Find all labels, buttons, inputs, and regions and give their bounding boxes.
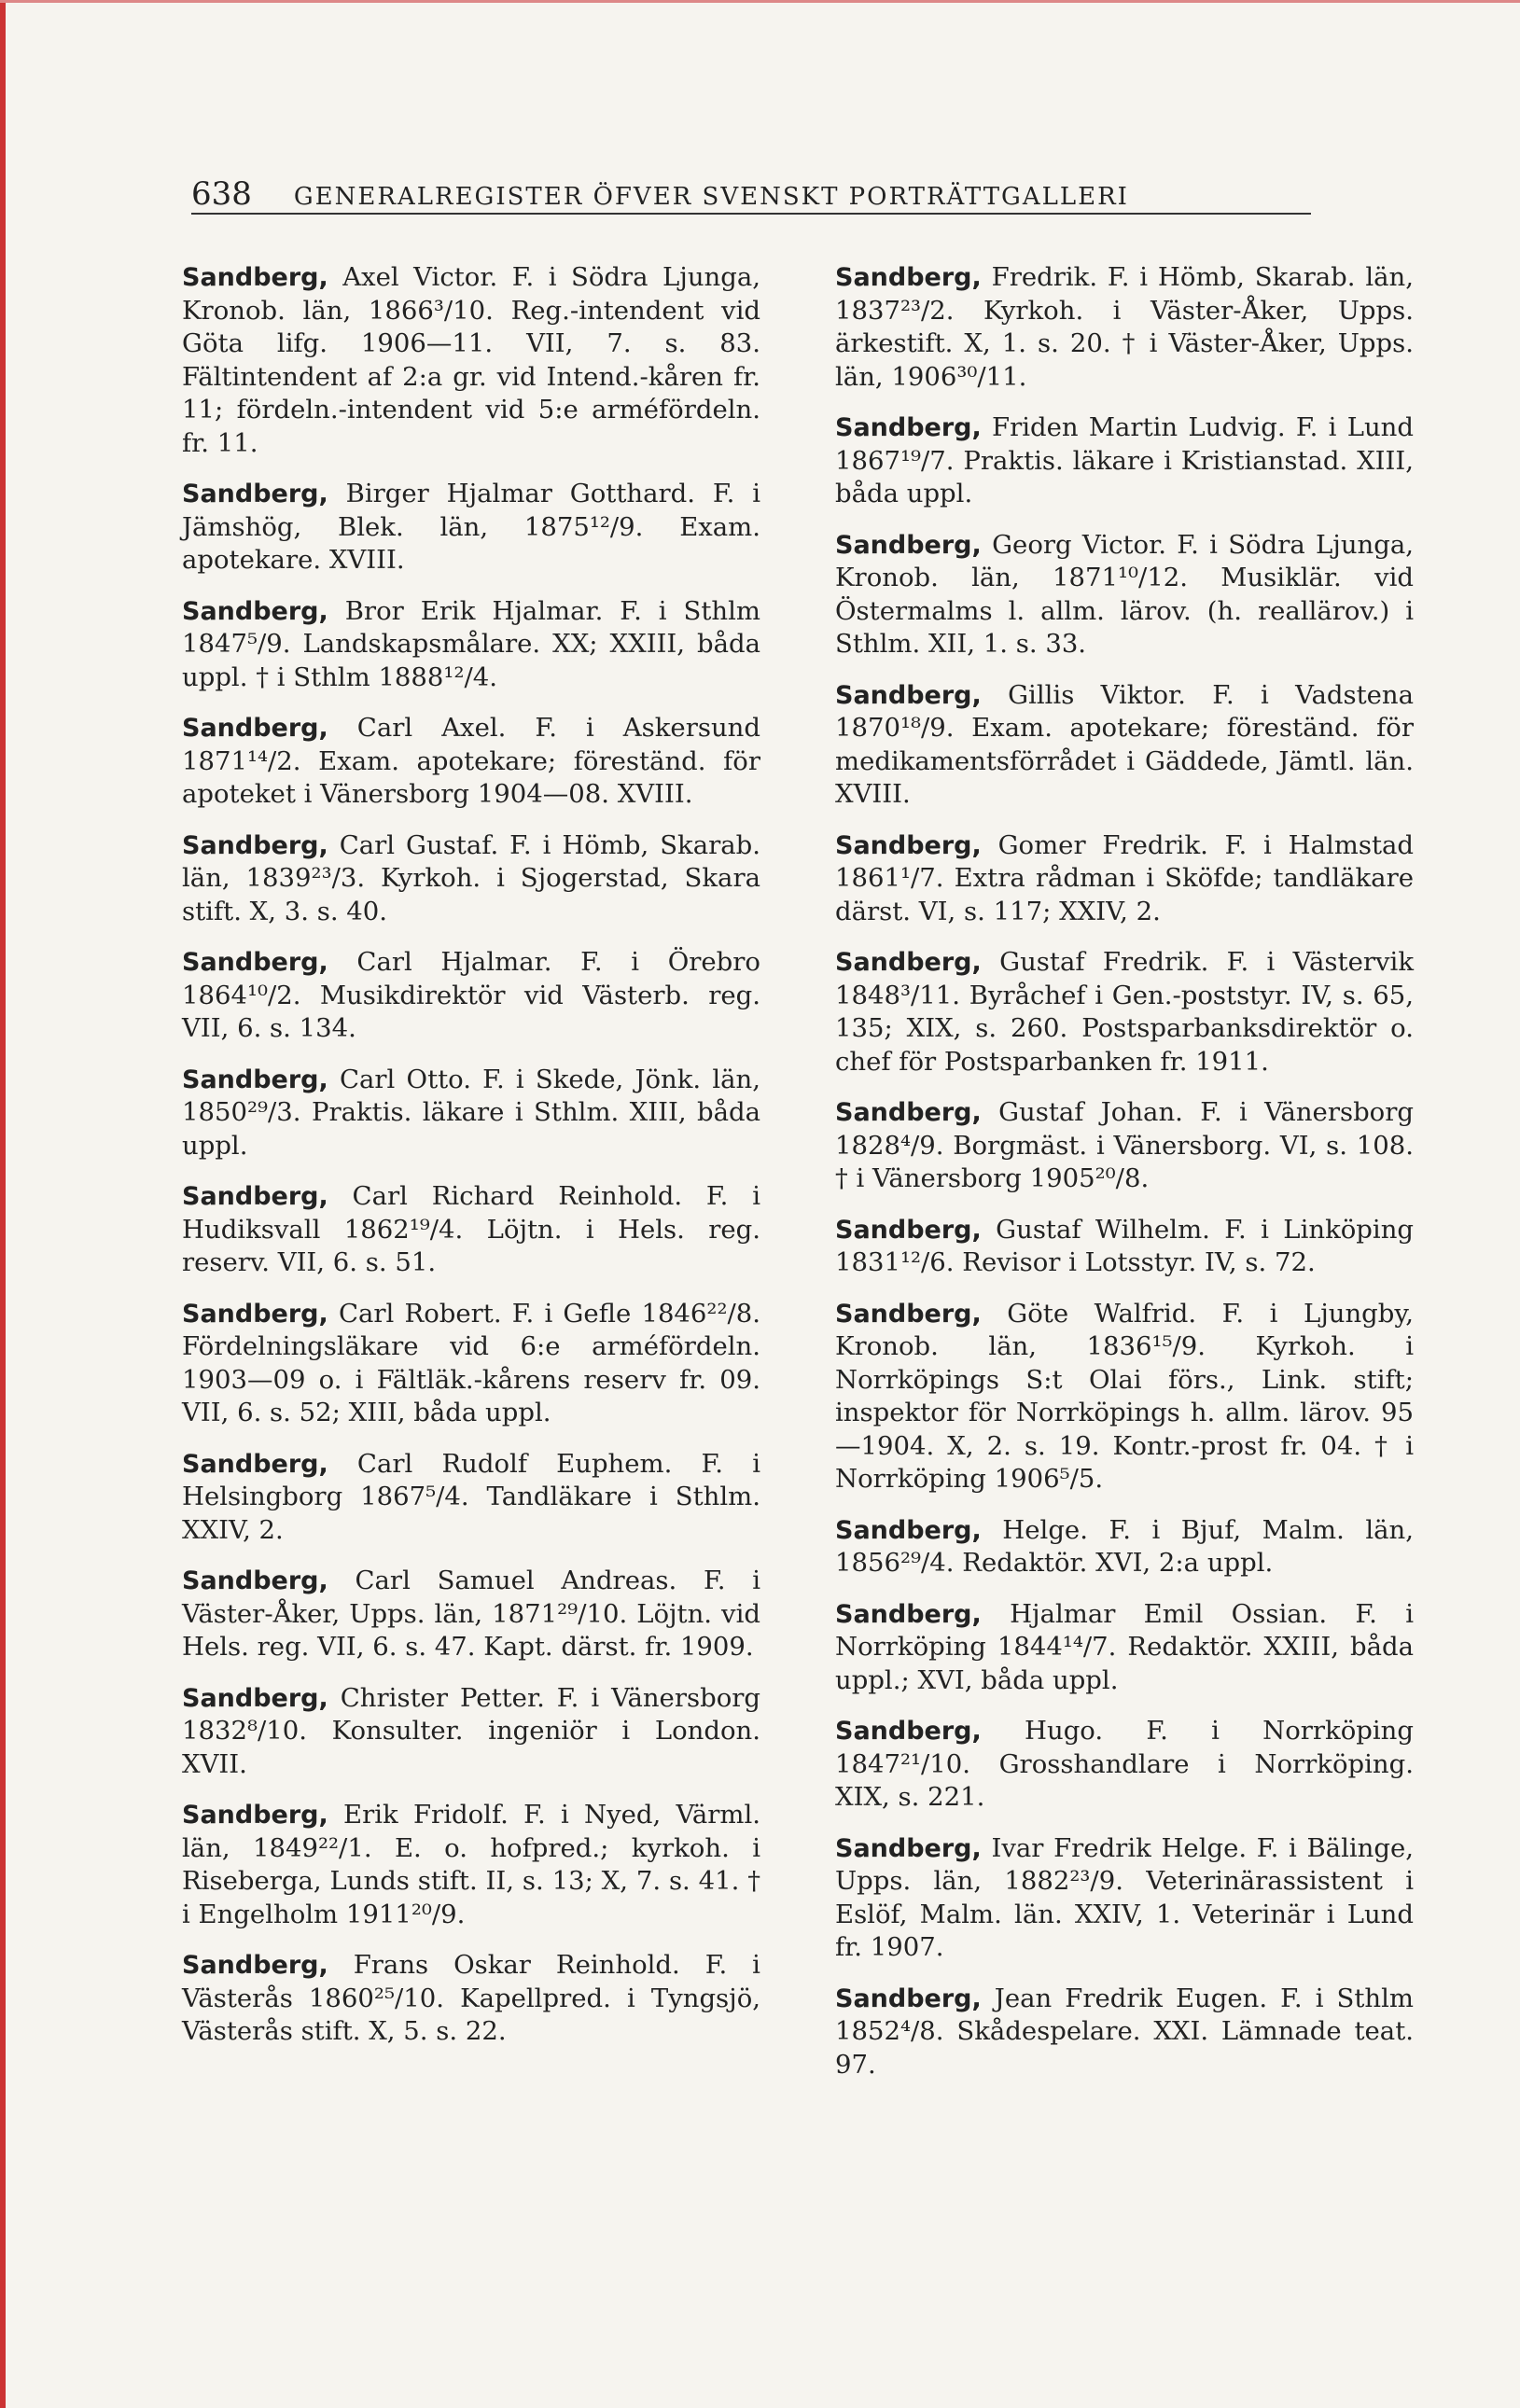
- entry-surname: Sandberg,: [835, 1515, 982, 1545]
- register-entry: [835, 1983, 1414, 2082]
- entry-surname: Sandberg,: [835, 1983, 982, 2013]
- entry-surname: Sandberg,: [835, 1833, 982, 1863]
- entry-text: Carl Gustaf. F. i Hömb, Skarab. län, 1839²³/3. Kyrkoh. i Sjogerstad, Skara stift. X, 3. s. 40.: [182, 829, 760, 926]
- register-entry: [182, 1565, 760, 1664]
- entry-text: Hugo. F. i Norrköping 1847²¹/10. Grosshandlare i Norrköping. XIX, s. 221.: [835, 1716, 1414, 1812]
- entry-text: Gustaf Fredrik. F. i Västervik 1848³/11. Byråchef i Gen.-poststyr. IV, s. 65, 135; XIX, s. 260. Postsparbanksdirektör o. chef för Postsparbanken fr. 1911.: [835, 947, 1414, 1077]
- entry-surname: Sandberg,: [835, 948, 982, 977]
- entry-text: Carl Axel. F. i Askersund 1871¹⁴/2. Exam. apotekare; föreständ. för apoteket i Vänersborg 1904—08. XVIII.: [182, 713, 760, 809]
- page-header: [191, 175, 1311, 215]
- register-entry: [835, 1715, 1414, 1815]
- register-entry: [182, 712, 760, 812]
- entry-text: Fredrik. F. i Hömb, Skarab. län, 1837²³/2. Kyrkoh. i Väster-Åker, Upps. ärkestift. X, 1. s. 20. † i Väster-Åker, Upps. län, 1906³⁰/11.: [835, 262, 1414, 392]
- entry-text: Gomer Fredrik. F. i Halmstad 1861¹/7. Extra rådman i Sköfde; tandläkare därst. VI, s. 117; XXIV, 2.: [835, 829, 1414, 926]
- entry-surname: Sandberg,: [182, 830, 328, 860]
- entry-surname: Sandberg,: [835, 413, 982, 442]
- entry-surname: Sandberg,: [182, 1801, 328, 1830]
- register-entry: [182, 1180, 760, 1280]
- entry-surname: Sandberg,: [835, 1599, 982, 1629]
- register-entry: [835, 529, 1414, 661]
- entry-text: Bror Erik Hjalmar. F. i Sthlm 1847⁵/9. Landskapsmålare. XX; XXIII, båda uppl. † i Sthlm 1888¹²/4.: [182, 595, 760, 692]
- entry-text: Carl Robert. F. i Gefle 1846²²/8. Fördelningsläkare vid 6:e arméfördeln. 1903—09 o. i Fältläk.-kårens reserv fr. 09. VII, 6. s. 52; XIII, båda uppl.: [182, 1298, 760, 1427]
- register-entry: [835, 1298, 1414, 1496]
- register-entry: [182, 1949, 760, 2049]
- entry-text: Helge. F. i Bjuf, Malm. län, 1856²⁹/4. Redaktör. XVI, 2:a uppl.: [835, 1514, 1414, 1578]
- entry-surname: Sandberg,: [182, 948, 328, 977]
- entry-surname: Sandberg,: [182, 1299, 328, 1329]
- register-entry: [835, 261, 1414, 394]
- register-entry: [182, 829, 760, 929]
- left-column: [182, 261, 760, 2067]
- entry-surname: Sandberg,: [835, 680, 982, 710]
- entry-text: Birger Hjalmar Gotthard. F. i Jämshög, Blek. län, 1875¹²/9. Exam. apotekare. XVIII.: [182, 479, 760, 575]
- entry-surname: Sandberg,: [835, 1098, 982, 1127]
- entry-text: Carl Rudolf Euphem. F. i Helsingborg 1867⁵/4. Tandläkare i Sthlm. XXIV, 2.: [182, 1448, 760, 1545]
- page-edge-left: [0, 0, 6, 2408]
- entry-text: Göte Walfrid. F. i Ljungby, Kronob. län, 1836¹⁵/9. Kyrkoh. i Norrköpings S:t Olai förs., Link. stift; inspektor för Norrköpings h. allm. lärov. 95—1904. X, 2. s. 19. Kontr.-prost fr. 04. † i Norrköping 1906⁵/5.: [835, 1298, 1414, 1494]
- register-entry: [182, 261, 760, 460]
- register-entry: [182, 1682, 760, 1782]
- entry-text: Carl Otto. F. i Skede, Jönk. län, 1850²⁹/3. Praktis. läkare i Sthlm. XIII, båda uppl.: [182, 1064, 761, 1161]
- register-entry: [182, 478, 760, 578]
- register-entry: [835, 1096, 1414, 1196]
- register-entry: [182, 595, 760, 695]
- page-edge-top: [0, 0, 1520, 3]
- entry-surname: Sandberg,: [835, 530, 982, 560]
- entry-surname: Sandberg,: [182, 1951, 328, 1980]
- entry-surname: Sandberg,: [182, 480, 328, 508]
- page-number: 638: [191, 175, 252, 213]
- running-title: GENERALREGISTER ÖFVER SVENSKT PORTRÄTTGALLERI: [293, 183, 1129, 211]
- entry-text: Ivar Fredrik Helge. F. i Bälinge, Upps. län, 1882²³/9. Veterinärassistent i Eslöf, Malm. län. XXIV, 1. Veterinär i Lund fr. 1907.: [835, 1832, 1415, 1962]
- entry-text: Jean Fredrik Eugen. F. i Sthlm 1852⁴/8. Skådespelare. XXI. Lämnade teat. 97.: [835, 1983, 1414, 2080]
- entry-text: Carl Hjalmar. F. i Örebro 1864¹⁰/2. Musikdirektör vid Västerb. reg. VII, 6. s. 134.: [182, 947, 760, 1043]
- register-entry: [182, 1799, 760, 1931]
- entry-surname: Sandberg,: [182, 1683, 328, 1713]
- entry-surname: Sandberg,: [835, 1215, 982, 1245]
- entry-surname: Sandberg,: [182, 1449, 328, 1479]
- entry-surname: Sandberg,: [835, 263, 982, 292]
- entry-surname: Sandberg,: [835, 830, 982, 860]
- entry-text: Carl Richard Reinhold. F. i Hudiksvall 1862¹⁹/4. Löjtn. i Hels. reg. reserv. VII, 6. s. 51.: [182, 1181, 760, 1277]
- entry-text: Carl Samuel Andreas. F. i Väster-Åker, Upps. län, 1871²⁹/10. Löjtn. vid Hels. reg. VII, 6. s. 47. Kapt. därst. fr. 1909.: [182, 1566, 760, 1662]
- entry-surname: Sandberg,: [182, 1065, 328, 1094]
- entry-text: Georg Victor. F. i Södra Ljunga, Kronob. län, 1871¹⁰/12. Musiklär. vid Östermalms l. allm. lärov. (h. reallärov.) i Sthlm. XII, 1. s. 33.: [835, 529, 1414, 659]
- register-entry: [182, 946, 760, 1046]
- entry-surname: Sandberg,: [182, 596, 328, 626]
- register-entry: [835, 679, 1414, 812]
- entry-surname: Sandberg,: [835, 1717, 982, 1746]
- register-entry: [835, 946, 1414, 1079]
- entry-surname: Sandberg,: [835, 1299, 982, 1329]
- register-entry: [835, 1832, 1414, 1965]
- register-entry: [835, 411, 1414, 511]
- entry-surname: Sandberg,: [182, 1182, 328, 1211]
- entry-text: Gustaf Wilhelm. F. i Linköping 1831¹²/6. Revisor i Lotsstyr. IV, s. 72.: [835, 1214, 1415, 1277]
- entry-text: Frans Oskar Reinhold. F. i Västerås 1860²⁵/10. Kapellpred. i Tyngsjö, Västerås stift. X, 5. s. 22.: [182, 1950, 760, 2046]
- entry-surname: Sandberg,: [182, 1566, 328, 1595]
- entry-surname: Sandberg,: [182, 263, 328, 292]
- register-entry: [182, 1064, 760, 1163]
- entry-text: Hjalmar Emil Ossian. F. i Norrköping 1844¹⁴/7. Redaktör. XXIII, båda uppl.; XVI, båda uppl.: [835, 1598, 1414, 1695]
- register-entry: [835, 1214, 1414, 1280]
- entry-text: Christer Petter. F. i Vänersborg 1832⁸/10. Konsulter. ingeniör i London. XVII.: [182, 1682, 760, 1779]
- entry-text: Friden Martin Ludvig. F. i Lund 1867¹⁹/7. Praktis. läkare i Kristianstad. XIII, båda uppl.: [835, 412, 1414, 508]
- entry-text: Gustaf Johan. F. i Vänersborg 1828⁴/9. Borgmäst. i Vänersborg. VI, s. 108. † i Vänersborg 1905²⁰/8.: [835, 1097, 1414, 1193]
- register-entry: [182, 1448, 760, 1548]
- right-column: [835, 261, 1414, 2099]
- register-entry: [182, 1298, 760, 1430]
- register-entry: [835, 1514, 1414, 1580]
- register-entry: [835, 829, 1414, 929]
- entry-text: Axel Victor. F. i Södra Ljunga, Kronob. län, 1866³/10. Reg.-intendent vid Göta lifg. 1906—11. VII, 7. s. 83. Fältintendent af 2:a gr. vid Intend.-kåren fr. 11; fördeln.-intendent vid 5:e arméfördeln. fr. 11.: [182, 262, 760, 458]
- entry-surname: Sandberg,: [182, 714, 328, 743]
- entry-text: Erik Fridolf. F. i Nyed, Värml. län, 1849²²/1. E. o. hofpred.; kyrkoh. i Riseberga, Lunds stift. II, s. 13; X, 7. s. 41. † i Engelholm 1911²⁰/9.: [182, 1800, 760, 1929]
- register-entry: [835, 1598, 1414, 1698]
- entry-text: Gillis Viktor. F. i Vadstena 1870¹⁸/9. Exam. apotekare; föreständ. för medikamentsförrådet i Gäddede, Jämtl. län. XVIII.: [835, 679, 1414, 809]
